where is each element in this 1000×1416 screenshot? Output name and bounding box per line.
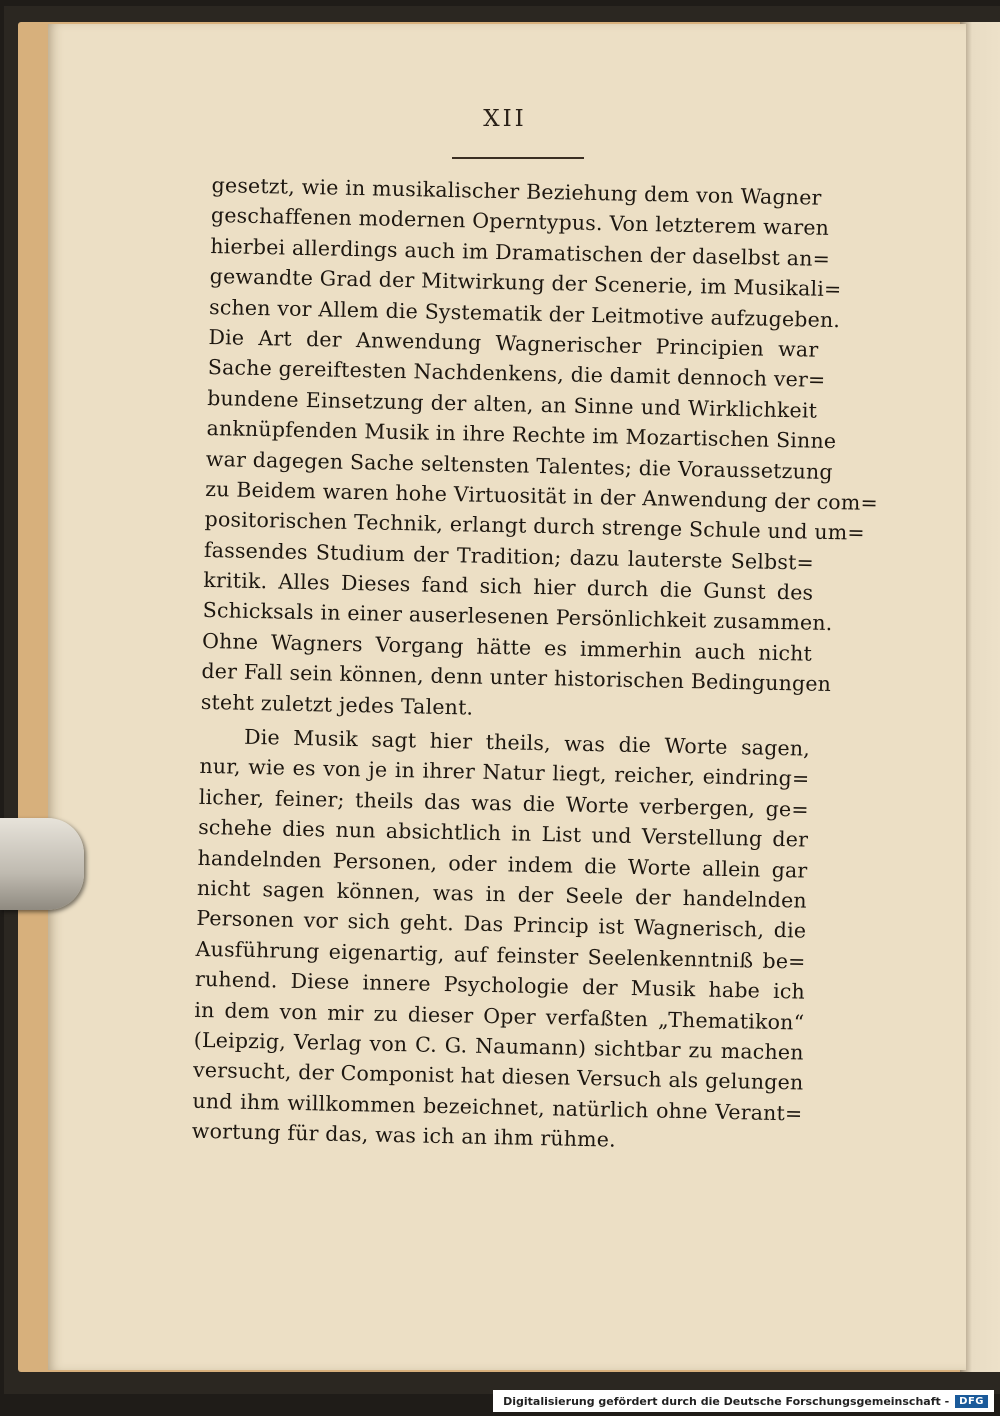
text-line: Die Musik sagt hier theils, was die Worte sagen,: [243, 724, 811, 761]
text-line: Schicksals in einer auserlesenen Persönlichkeit zusammen.: [202, 598, 833, 636]
digitization-credit: [493, 1390, 994, 1412]
text-line: schehe dies nun absichtlich in List und Verstellung der: [197, 815, 809, 852]
body-text: [191, 170, 879, 1159]
header-rule: [452, 157, 584, 159]
text-line: zu Beidem waren hohe Virtuosität in der Anwendung der com=: [205, 476, 879, 515]
text-line: positorischen Technik, erlangt durch strenge Schule und um=: [204, 507, 866, 546]
page-clip: [0, 818, 84, 910]
text-line: Sache gereiftesten Nachdenkens, die damit dennoch ver=: [207, 355, 826, 393]
credit-text: Digitalisierung gefördert durch die Deutsche Forschungsgemeinschaft -: [503, 1394, 950, 1408]
text-line: wortung für das, was ich an ihm rühme.: [191, 1118, 617, 1152]
text-line: Ausführung eigenartig, auf feinster Seelenkenntniß be=: [195, 936, 806, 974]
text-line: handelnden Personen, oder indem die Worte allein gar: [197, 845, 808, 883]
text-line: nur, wie es von je in ihrer Natur liegt, reicher, eindring=: [199, 754, 810, 792]
text-line: schen vor Allem die Systematik der Leitmotive aufzugeben.: [208, 294, 841, 332]
text-line: gewandte Grad der Mitwirkung der Scenerie, im Musikali=: [209, 264, 842, 302]
text-line: geschaffenen modernen Operntypus. Von letzterem waren: [210, 203, 830, 241]
text-line: in dem von mir zu dieser Oper verfaßten „Thematikon“: [194, 997, 805, 1035]
text-line: bundene Einsetzung der alten, an Sinne und Wirklichkeit: [206, 385, 818, 423]
text-line: anknüpfenden Musik in ihre Rechte im Mozartischen Sinne: [206, 416, 837, 454]
page-number: XII: [483, 106, 527, 132]
text-line: (Leipzig, Verlag von C. G. Naumann) sichtbar zu machen: [193, 1027, 804, 1065]
text-line: fassendes Studium der Tradition; dazu lauterste Selbst=: [203, 537, 815, 575]
text-line: Die Art der Anwendung Wagnerischer Principien war: [208, 324, 819, 362]
text-line: nicht sagen können, was in der Seele der handelnden: [196, 875, 808, 913]
text-line: steht zuletzt jedes Talent.: [200, 689, 474, 720]
text-line: licher, feiner; theils das was die Worte verbergen, ge=: [198, 784, 809, 822]
text-line: Ohne Wagners Vorgang hätte es immerhin auch nicht: [201, 628, 813, 666]
text-line: Personen vor sich geht. Das Princip ist Wagnerisch, die: [196, 906, 807, 943]
text-line: versucht, der Componist hat diesen Versuch als gelungen: [192, 1058, 804, 1095]
text-line: kritik. Alles Dieses fand sich hier durch die Gunst des: [203, 567, 814, 605]
text-line: der Fall sein können, denn unter historischen Bedingungen: [201, 659, 832, 697]
text-line: gesetzt, wie in musikalischer Beziehung dem von Wagner: [211, 172, 822, 210]
text-line: war dagegen Sache seltensten Talentes; die Voraussetzung: [205, 446, 833, 484]
text-line: ruhend. Diese innere Psychologie der Musik habe ich: [194, 966, 806, 1004]
text-line: und ihm willkommen bezeichnet, natürlich ohne Verant=: [192, 1088, 803, 1126]
dfg-logo-icon: DFG: [955, 1395, 988, 1408]
text-line: hierbei allerdings auch im Dramatischen der daselbst an=: [210, 233, 831, 271]
facing-page-edge: [960, 22, 1000, 1372]
